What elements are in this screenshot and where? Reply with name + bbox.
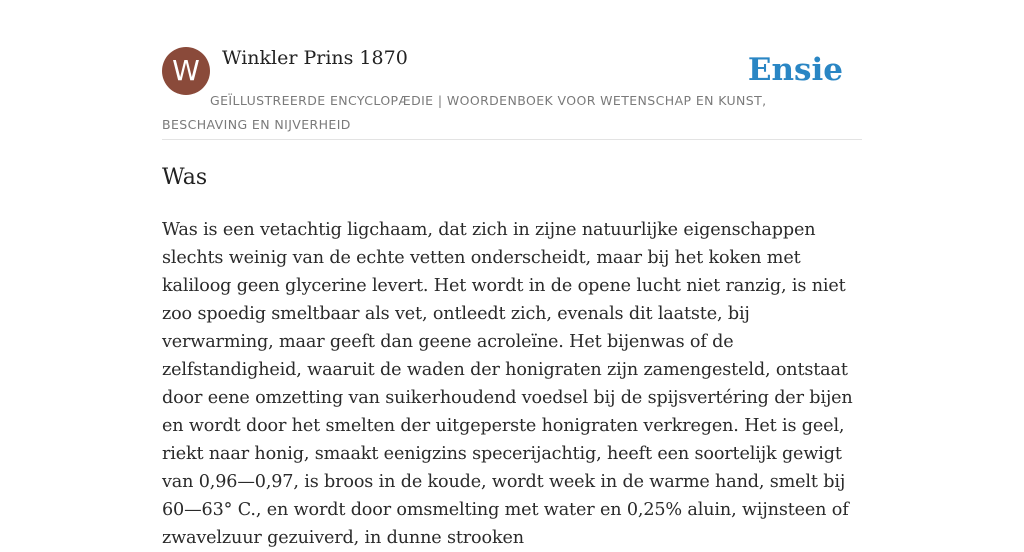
ensie-logo[interactable]: Ensie: [747, 52, 843, 88]
header-divider: [162, 139, 862, 140]
source-avatar[interactable]: W: [162, 47, 210, 95]
source-subtitle: GEÏLLUSTREERDE ENCYCLOPÆDIE | WOORDENBOEK VOOR WETENSCHAP EN KUNST, BESCHAVING EN NIJVERHEID: [162, 93, 767, 132]
entry-body-text: Was is een vetachtig ligchaam, dat zich in zijne natuurlijke eigenschappen slechts weinig van de echte vetten onderscheidt, maar bij het koken met kaliloog geen glycerine levert. Het wordt in de opene lucht niet ranzig, is niet zoo spoedig smeltbaar als vet, ontleedt zich, evenals dit laatste, bij verwarming, maar geeft dan geene acroleïne. Het bijenwas of de zelfstandigheid, waaruit de waden der honigraten zijn zamengesteld, ontstaat door eene omzetting van suikerhoudend voedsel bij de spijsvertéring der bijen en wordt door het smelten der uitgeperste honigraten verkregen. Het is geel, riekt naar honig, smaakt eenigzins specerijachtig, heeft een soortelijk gewigt van 0,96—0,97, is broos in de koude, wordt week in de warme hand, smelt bij 60—63° C., en wordt door omsmelting met water en 0,25% aluin, wijnsteen of zwavelzuur gezuiverd, in dunne strooken: [162, 220, 853, 548]
source-title-link[interactable]: Winkler Prins 1870: [222, 47, 408, 69]
entry-title: Was: [162, 165, 208, 190]
